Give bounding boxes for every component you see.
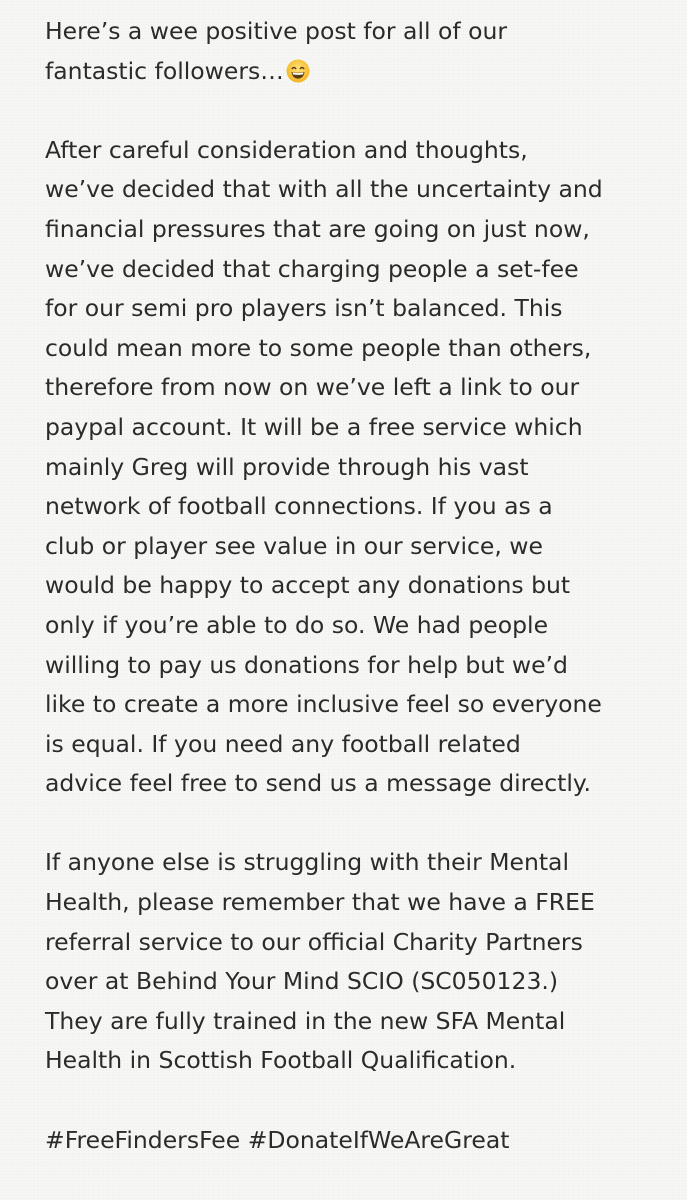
text-line: we’ve decided that with all the uncertainty and <box>45 175 603 204</box>
text-line: could mean more to some people than others, <box>45 333 592 362</box>
text-line: is equal. If you need any football related <box>45 729 521 758</box>
paragraph-gap <box>45 1081 665 1121</box>
text-line: After careful consideration and thoughts, <box>45 135 528 164</box>
text-line: for our semi pro players isn’t balanced. This <box>45 294 563 323</box>
text-line: They are fully trained in the new SFA Mental <box>45 1006 566 1035</box>
text-line: only if you’re able to do so. We had people <box>45 610 549 639</box>
text-line-with-emoji <box>45 52 665 92</box>
text-line: Health in Scottish Football Qualification. <box>45 1046 517 1075</box>
hashtags-line: #FreeFindersFee #DonateIfWeAreGreat <box>45 1125 510 1154</box>
donation-paragraph <box>45 131 665 804</box>
text-line: we’ve decided that charging people a set-fee <box>45 254 579 283</box>
note-body <box>45 12 665 1160</box>
text-line: Health, please remember that we have a FREE <box>45 888 595 917</box>
text-line: Here’s a wee positive post for all of our <box>45 17 508 45</box>
paragraph-gap <box>45 804 665 844</box>
text-line: advice feel free to send us a message directly. <box>45 769 591 798</box>
text-line: over at Behind Your Mind SCIO (SC050123.) <box>45 967 559 996</box>
grinning-face-with-smiling-eyes-icon <box>286 59 310 83</box>
text-line: network of football connections. If you as a <box>45 492 553 521</box>
text-line: would be happy to accept any donations but <box>45 571 571 600</box>
intro-paragraph <box>45 12 665 91</box>
paragraph-gap <box>45 91 665 131</box>
text-line: financial pressures that are going on just now, <box>45 214 590 243</box>
text-line: therefore from now on we’ve left a link to our <box>45 373 580 402</box>
text-line: mainly Greg will provide through his vast <box>45 452 529 481</box>
text-line: like to create a more inclusive feel so everyone <box>45 690 602 719</box>
text-line: willing to pay us donations for help but we’d <box>45 650 568 679</box>
text-line: If anyone else is struggling with their Mental <box>45 848 569 877</box>
text-line: referral service to our official Charity Partners <box>45 927 583 956</box>
text-line: fantastic followers… <box>45 56 284 85</box>
hashtags-paragraph <box>45 1121 665 1161</box>
text-line: club or player see value in our service, we <box>45 531 543 560</box>
mental-health-paragraph <box>45 843 665 1081</box>
text-line: paypal account. It will be a free service which <box>45 412 583 441</box>
